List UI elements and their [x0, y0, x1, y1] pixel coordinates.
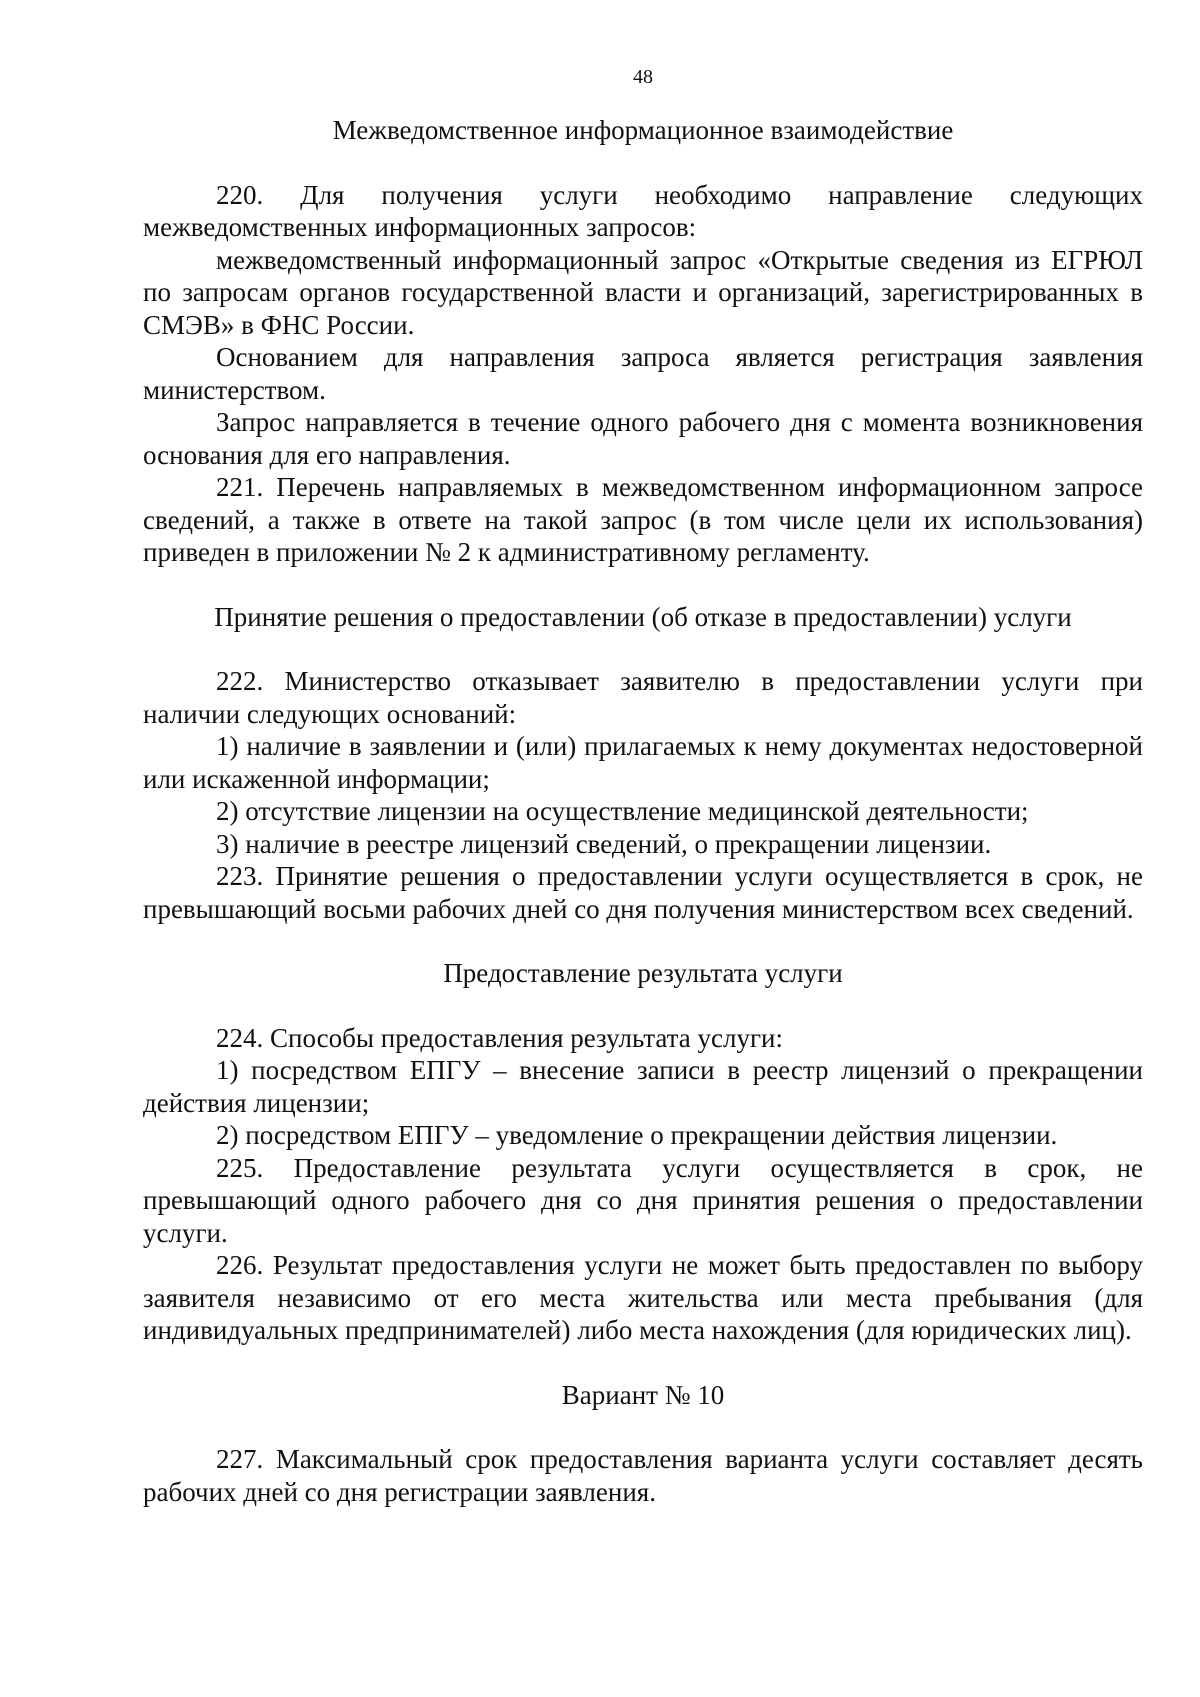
- paragraph-220: 220. Для получения услуги необходимо направление следующих межведомственных информационных запросов:: [143, 179, 1143, 242]
- section-heading-interagency: Межведомственное информационное взаимодействие: [332, 115, 954, 145]
- page-number: 48: [633, 66, 653, 88]
- paragraph-222: 222. Министерство отказывает заявителю в предоставлении услуги при наличии следующих оснований:: [143, 666, 1143, 729]
- paragraph-222-item-1: 1) наличие в заявлении и (или) прилагаемых к нему документах недостоверной или искаженной информации;: [143, 731, 1143, 794]
- paragraph-226: 226. Результат предоставления услуги не может быть предоставлен по выбору заявителя независимо от его места жительства или места пребывания (для индивидуальных предпринимателей) либо места нахождения (для юридических лиц).: [143, 1250, 1143, 1345]
- section-heading-variant-10: Вариант № 10: [561, 1379, 725, 1410]
- paragraph-222-item-2: 2) отсутствие лицензии на осуществление медицинской деятельности;: [216, 796, 1029, 826]
- section-heading-result: Предоставление результата услуги: [443, 958, 843, 988]
- paragraph-224: 224. Способы предоставления результата услуги:: [216, 1022, 783, 1053]
- paragraph-221: 221. Перечень направляемых в межведомственном информационном запросе сведений, а также в ответе на такой запрос (в том числе цели их использования) приведен в приложении № 2 к административному регламенту.: [143, 472, 1143, 567]
- paragraph-220-basis: Основанием для направления запроса является регистрация заявления министерством.: [143, 342, 1143, 405]
- paragraph-220-request: межведомственный информационный запрос «Открытые сведения из ЕГРЮЛ по запросам органов государственной власти и организаций, зарегистрированных в СМЭВ» в ФНС России.: [143, 244, 1143, 340]
- section-heading-decision: Принятие решения о предоставлении (об отказе в предоставлении) услуги: [214, 601, 1072, 632]
- paragraph-224-item-1: 1) посредством ЕПГУ – внесение записи в реестр лицензий о прекращении действия лицензии;: [143, 1055, 1143, 1118]
- paragraph-227: 227. Максимальный срок предоставления варианта услуги составляет десять рабочих дней со дня регистрации заявления.: [143, 1444, 1143, 1507]
- paragraph-223: 223. Принятие решения о предоставлении услуги осуществляется в срок, не превышающий восьми рабочих дней со дня получения министерством всех сведений.: [143, 861, 1143, 924]
- paragraph-225: 225. Предоставление результата услуги осуществляется в срок, не превышающий одного рабочего дня со дня принятия решения о предоставлении услуги.: [143, 1152, 1143, 1248]
- paragraph-222-item-3: 3) наличие в реестре лицензий сведений, о прекращении лицензии.: [216, 828, 992, 859]
- paragraph-220-timing: Запрос направляется в течение одного рабочего дня с момента возникновения основания для его направления.: [143, 407, 1143, 470]
- paragraph-224-item-2: 2) посредством ЕПГУ – уведомление о прекращении действия лицензии.: [216, 1120, 1058, 1150]
